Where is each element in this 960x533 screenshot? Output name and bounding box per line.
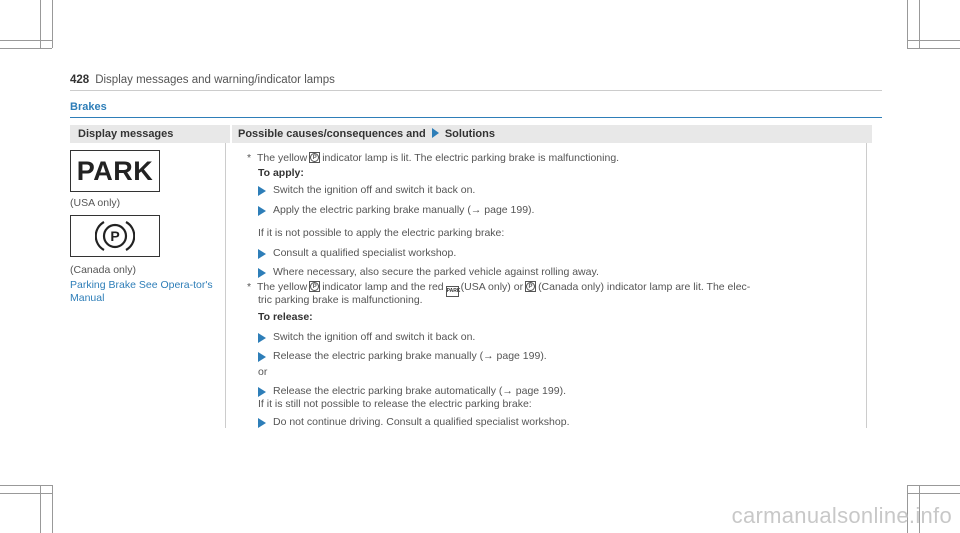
not-possible-text: If it is not possible to apply the electric parking brake: bbox=[258, 227, 505, 239]
canada-only-label: (Canada only) bbox=[70, 264, 136, 276]
crop-mark bbox=[52, 0, 53, 48]
crop-mark bbox=[907, 40, 960, 41]
step-1: Switch the ignition off and switch it back on. bbox=[273, 184, 476, 196]
parking-brake-small-icon bbox=[309, 152, 320, 163]
parking-brake-small-icon bbox=[525, 281, 536, 292]
crop-mark bbox=[0, 493, 52, 494]
to-release-heading: To release: bbox=[258, 311, 313, 323]
svg-text:P: P bbox=[110, 228, 120, 244]
step-arrow-icon bbox=[258, 333, 266, 343]
note-2: * The yellowP indicator lamp and the red PARK(USA only) orP (Canada only) indicator lamp are lit. The elec- bbox=[247, 281, 750, 297]
column-divider bbox=[225, 143, 226, 428]
header-solutions-label: Solutions bbox=[444, 128, 495, 140]
header-title: Display messages and warning/indicator lamps bbox=[95, 74, 335, 86]
arrow-right-icon bbox=[432, 128, 439, 138]
note-2-line2: tric parking brake is malfunctioning. bbox=[258, 294, 423, 306]
crop-mark bbox=[907, 48, 960, 49]
table-border-right bbox=[866, 143, 867, 428]
step-5: Switch the ignition off and switch it back on. bbox=[273, 331, 476, 343]
or-text: or bbox=[258, 366, 268, 378]
step-6: Release the electric parking brake manually (→ page 199). bbox=[273, 350, 547, 362]
parking-brake-link[interactable]: Parking Brake See Opera-tor's Manual bbox=[70, 279, 213, 304]
asterisk: * bbox=[247, 281, 252, 293]
crop-mark bbox=[0, 40, 52, 41]
step-2: Apply the electric parking brake manually (→ page 199). bbox=[273, 204, 535, 216]
step-8: Do not continue driving. Consult a qualified specialist workshop. bbox=[273, 416, 570, 428]
step-arrow-icon bbox=[258, 268, 266, 278]
section-rule bbox=[70, 117, 882, 118]
to-apply-heading: To apply: bbox=[258, 167, 304, 179]
section-title: Brakes bbox=[70, 101, 107, 113]
still-not-text: If it is still not possible to release the electric parking brake: bbox=[258, 398, 532, 410]
crop-mark bbox=[52, 485, 53, 533]
step-7: Release the electric parking brake automatically (→ page 199). bbox=[273, 385, 566, 397]
table-header-display-messages: Display messages bbox=[70, 125, 230, 143]
table-header-causes bbox=[232, 125, 872, 143]
step-3: Consult a qualified specialist workshop. bbox=[273, 247, 457, 259]
step-arrow-icon bbox=[258, 418, 266, 428]
parking-brake-circle-icon bbox=[70, 215, 160, 257]
park-warning-icon: PARK bbox=[70, 150, 160, 192]
watermark: carmanualsonline.info bbox=[731, 503, 952, 528]
step-arrow-icon bbox=[258, 387, 266, 397]
page-number: 428 bbox=[70, 74, 90, 86]
parking-brake-symbol-icon bbox=[95, 218, 135, 254]
crop-mark bbox=[0, 48, 52, 49]
step-4: Where necessary, also secure the parked vehicle against rolling away. bbox=[273, 266, 599, 278]
step-arrow-icon bbox=[258, 352, 266, 362]
crop-mark bbox=[907, 485, 960, 486]
running-header bbox=[70, 74, 335, 86]
step-arrow-icon bbox=[258, 186, 266, 196]
header-causes-label: Possible causes/consequences and bbox=[238, 128, 426, 140]
step-arrow-icon bbox=[258, 249, 266, 259]
header-rule bbox=[70, 90, 882, 91]
note-1: * The yellowP indicator lamp is lit. The electric parking brake is malfunctioning. bbox=[247, 152, 619, 165]
parking-brake-small-icon bbox=[309, 281, 320, 292]
usa-only-label: (USA only) bbox=[70, 197, 121, 209]
park-small-icon: PARK bbox=[446, 286, 459, 297]
step-arrow-icon bbox=[258, 206, 266, 216]
crop-mark bbox=[907, 493, 960, 494]
asterisk: * bbox=[247, 152, 252, 164]
crop-mark bbox=[0, 485, 52, 486]
